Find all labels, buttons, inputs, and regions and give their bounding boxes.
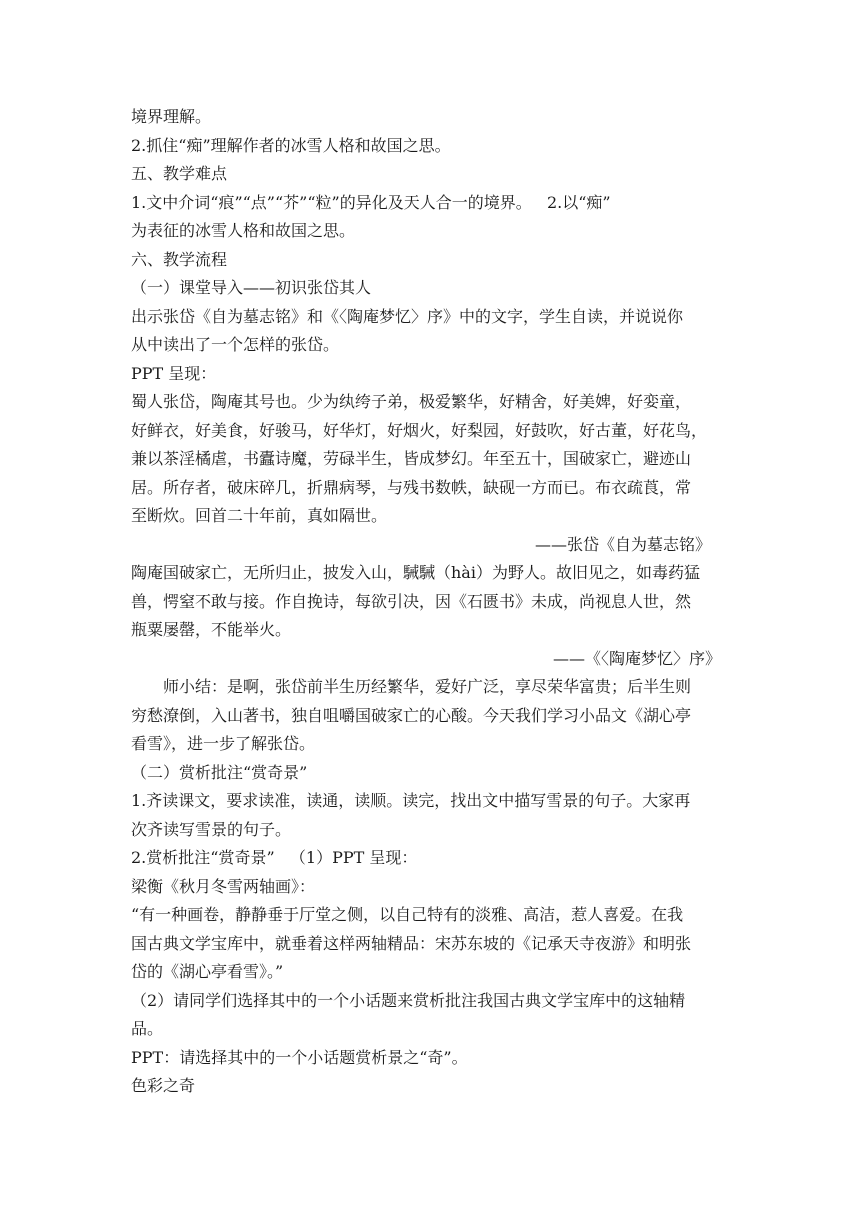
quote-attribution: ——《〈陶庵梦忆〉序》 — [552, 648, 721, 668]
summary-line: 师小结：是啊，张岱前半生历经繁华，爱好广泛，享尽荣华富贵；后半生则 — [163, 677, 692, 696]
text-line: 2.抓住“痴”理解作者的冰雪人格和故国之思。 — [131, 135, 451, 155]
quote-line: 陶庵国破家亡，无所归止，披发入山，駴駴（hài）为野人。故旧见之，如毒药猛 — [131, 563, 700, 582]
quote-line: 兼以茶淫橘虐，书蠹诗魔，劳碌半生，皆成梦幻。年至五十，国破家亡，避迹山 — [131, 449, 692, 468]
text-line: 境界理解。 — [131, 107, 212, 126]
text-line: 品。 — [131, 1019, 164, 1038]
text-line: 次齐读写雪景的句子。 — [131, 819, 292, 839]
text-line: 1.齐读课文，要求读准，读通，读顺。读完，找出文中描写雪景的句子。大家再 — [131, 791, 691, 810]
quote-line: 国古典文学宝库中，就垂着这样两轴精品：宋苏东坡的《记承天寺夜游》和明张 — [131, 933, 692, 953]
text-line: 出示张岱《自为墓志铭》和《〈陶庵梦忆〉序》中的文字，学生自读，并说说你 — [131, 306, 684, 326]
text-line: 为表征的冰雪人格和故国之思。 — [131, 221, 356, 240]
text-line: 1.文中介词“痕”“点”“芥”“粒”的异化及天人合一的境界。 2.以“痴” — [131, 192, 611, 212]
section-heading: 六、教学流程 — [131, 249, 228, 269]
quote-line: 至断炊。回首二十年前，真如隔世。 — [131, 506, 388, 525]
quote-line: 兽，愕窒不敢与接。作自挽诗，每欲引决，因《石匮书》未成，尚视息人世，然 — [131, 591, 692, 611]
section-heading: 五、教学难点 — [131, 164, 228, 183]
text-line: PPT 呈现： — [131, 363, 217, 383]
summary-line: 穷愁潦倒，入山著书，独自咀嚼国破家亡的心酸。今天我们学习小品文《湖心亭 — [131, 705, 692, 725]
quote-line: “有一种画卷，静静垂于厅堂之侧，以自己特有的淡雅、高洁，惹人喜爱。在我 — [131, 905, 684, 924]
quote-line: 岱的《湖心亭看雪》。” — [131, 962, 284, 981]
quote-line: 瓶粟屡罄，不能举火。 — [131, 620, 292, 639]
quote-line: 好鲜衣，好美食，好骏马，好华灯，好烟火，好梨园，好鼓吹，好古董，好花鸟， — [131, 420, 708, 440]
summary-line: 看雪》，进一步了解张岱。 — [131, 734, 316, 753]
quote-line: 蜀人张岱，陶庵其号也。少为纨绔子弟，极爱繁华，好精舍，好美婢，好娈童， — [131, 392, 692, 411]
text-line: 色彩之奇 — [131, 1076, 196, 1095]
subsection-heading: （一）课堂导入——初识张岱其人 — [131, 278, 372, 297]
document-page — [131, 103, 731, 1101]
quote-line: 居。所存者，破床碎几，折鼎病琴，与残书数帙，缺砚一方而已。布衣疏莨，常 — [131, 477, 692, 497]
text-line: （2）请同学们选择其中的一个小话题来赏析批注我国古典文学宝库中的这轴精 — [131, 990, 686, 1010]
text-line: 梁衡《秋月冬雪两轴画》： — [131, 876, 316, 896]
quote-attribution: ——张岱《自为墓志铭》 — [534, 534, 711, 554]
text-line: 2.赏析批注“赏奇景” （1）PPT 呈现： — [131, 848, 418, 867]
text-line: PPT：请选择其中的一个小话题赏析景之“奇”。 — [131, 1047, 468, 1067]
text-line: 从中读出了一个怎样的张岱。 — [131, 335, 340, 354]
subsection-heading: （二）赏析批注“赏奇景” — [131, 762, 308, 782]
